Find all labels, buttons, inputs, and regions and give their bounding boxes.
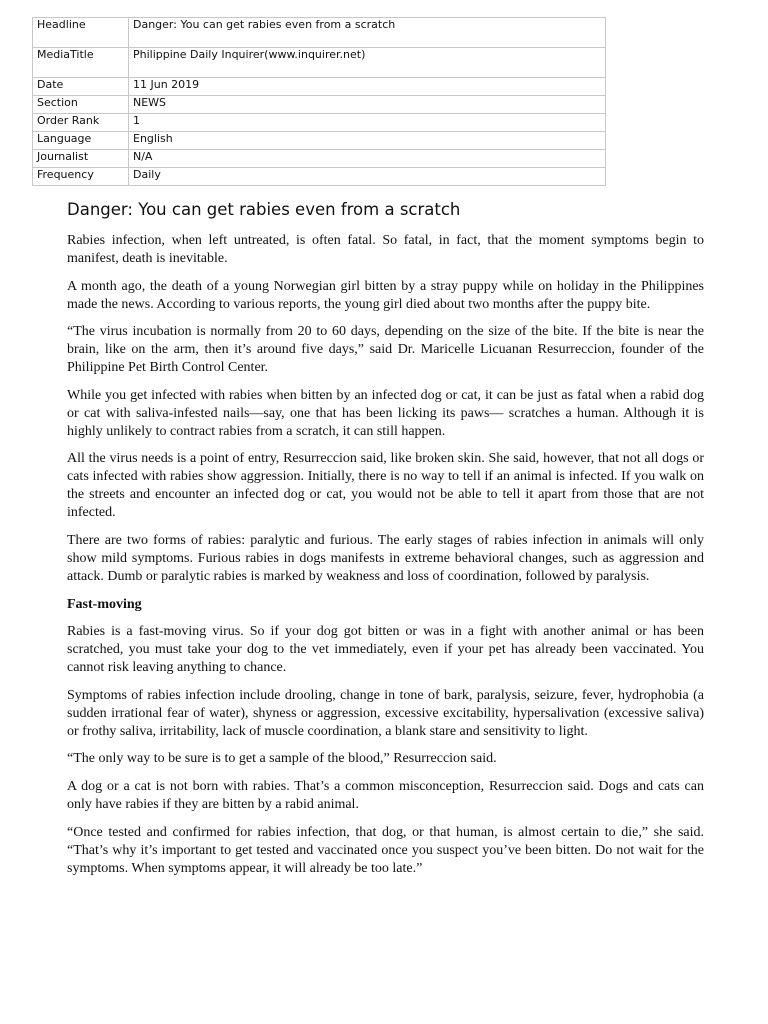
- frequency-label: Frequency: [33, 168, 129, 186]
- article-body: [67, 197, 704, 887]
- article-subheading: Fast-moving: [67, 596, 142, 612]
- article-paragraph: “Once tested and confirmed for rabies infection, that dog, or that human, is almost certain to die,” she said. “That’s why it’s important to get tested and vaccinated once you suspect you’ve been bitten. Do not wait for the symptoms. When symptoms appear, it will already be too late.”: [67, 824, 704, 876]
- section-value: NEWS: [129, 96, 606, 114]
- metadata-row-journalist: [33, 150, 606, 168]
- article-paragraph: While you get infected with rabies when bitten by an infected dog or cat, it can be just as fatal when a rabid dog or cat with saliva-infested nails—say, one that has been licking its paws— scratches a human. Although it is highly unlikely to contract rabies from a scratch, it can still happen.: [67, 387, 704, 439]
- date-label: Date: [33, 78, 129, 96]
- mediatitle-value: Philippine Daily Inquirer(www.inquirer.net): [129, 48, 606, 78]
- date-value: 11 Jun 2019: [129, 78, 606, 96]
- metadata-row-order-rank: [33, 114, 606, 132]
- headline-label: Headline: [33, 18, 129, 48]
- article-paragraph: There are two forms of rabies: paralytic and furious. The early stages of rabies infection in animals will only show mild symptoms. Furious rabies in dogs manifests in extreme behavioral changes, such as aggression and attack. Dumb or paralytic rabies is marked by weakness and loss of coordination, followed by paralysis.: [67, 532, 704, 584]
- article-paragraph: Rabies is a fast-moving virus. So if your dog got bitten or was in a fight with another animal or has been scratched, you must take your dog to the vet immediately, even if your pet has already been vaccinated. You cannot risk leaving anything to chance.: [67, 624, 704, 676]
- article-title: Danger: You can get rabies even from a scratch: [67, 200, 461, 219]
- language-label: Language: [33, 132, 129, 150]
- article-paragraph: Symptoms of rabies infection include drooling, change in tone of bark, paralysis, seizure, fever, hydrophobia (a sudden irrational fear of water), shyness or aggression, excessive excitability, hypersalivation (excessive saliva) or frothy saliva, irritability, lack of muscle coordination, a blank stare and sensitivity to light.: [67, 687, 704, 739]
- language-value: English: [129, 132, 606, 150]
- metadata-row-language: [33, 132, 606, 150]
- metadata-row-mediatitle: [33, 48, 606, 78]
- order-rank-label: Order Rank: [33, 114, 129, 132]
- frequency-value: Daily: [129, 168, 606, 186]
- metadata-row-headline: [33, 18, 606, 48]
- metadata-row-frequency: [33, 168, 606, 186]
- order-rank-value: 1: [129, 114, 606, 132]
- article-paragraph: A dog or a cat is not born with rabies. That’s a common misconception, Resurreccion said. Dogs and cats can only have rabies if they are bitten by a rabid animal.: [67, 778, 704, 812]
- journalist-value: N/A: [129, 150, 606, 168]
- article-paragraph: Rabies infection, when left untreated, is often fatal. So fatal, in fact, that the moment symptoms begin to manifest, death is inevitable.: [67, 233, 704, 266]
- article-paragraph: “The only way to be sure is to get a sample of the blood,” Resurreccion said.: [67, 751, 497, 767]
- article-paragraph: All the virus needs is a point of entry, Resurreccion said, like broken skin. She said, however, that not all dogs or cats infected with rabies show aggression. Initially, there is no way to tell if an animal is infected. If you walk on the streets and encounter an infected dog or cat, you would not be able to tell it apart from those that are not infected.: [67, 451, 704, 521]
- metadata-row-section: [33, 96, 606, 114]
- section-label: Section: [33, 96, 129, 114]
- article-paragraph: “The virus incubation is normally from 20 to 60 days, depending on the size of the bite. If the bite is near the brain, like on the arm, then it’s around five days,” said Dr. Maricelle Licuanan Resurreccion, founder of the Philippine Pet Birth Control Center.: [67, 324, 704, 376]
- metadata-table: [32, 17, 606, 186]
- article-paragraph: A month ago, the death of a young Norwegian girl bitten by a stray puppy while on holiday in the Philippines made the news. According to various reports, the young girl died about two months after the puppy bite.: [67, 278, 704, 312]
- mediatitle-label: MediaTitle: [33, 48, 129, 78]
- journalist-label: Journalist: [33, 150, 129, 168]
- headline-value: Danger: You can get rabies even from a scratch: [129, 18, 606, 48]
- metadata-row-date: [33, 78, 606, 96]
